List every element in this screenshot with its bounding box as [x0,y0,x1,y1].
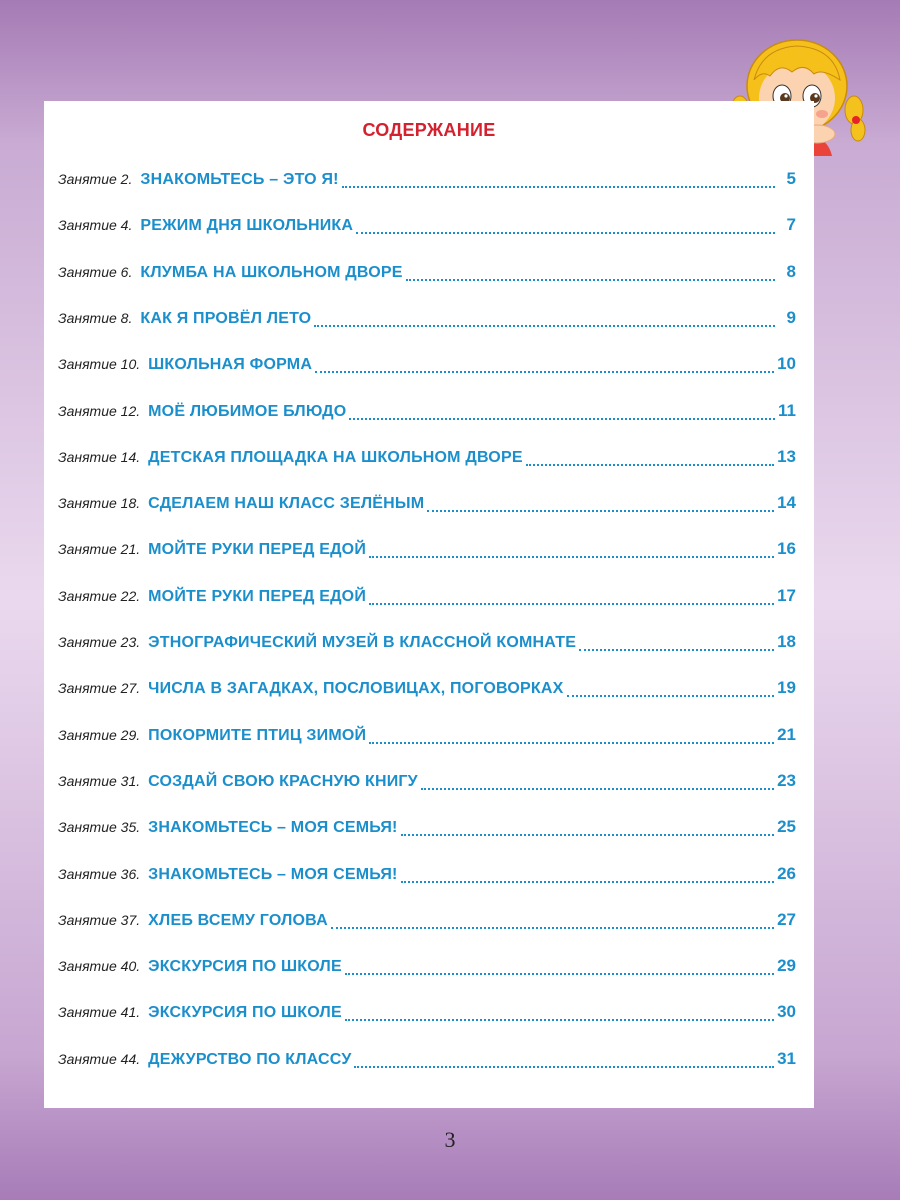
toc-entry[interactable] [58,493,796,519]
toc-entry[interactable] [58,354,796,380]
toc-entry-topic: МОЁ ЛЮБИМОЕ БЛЮДО [148,402,347,420]
toc-entry-topic: ШКОЛЬНАЯ ФОРМА [148,356,313,374]
toc-entry[interactable] [58,725,796,751]
toc-entry-lesson: Занятие 44. [58,1050,141,1067]
toc-entry[interactable] [58,539,796,565]
toc-entry-leader-dots [354,1066,774,1068]
toc-entry-topic: ЭТНОГРАФИЧЕСКИЙ МУЗЕЙ В КЛАССНОЙ КОМНАТЕ [148,634,577,651]
toc-entry-leader-dots [369,603,774,605]
toc-entry[interactable] [58,632,796,658]
toc-panel [44,101,814,1108]
toc-entry-topic: ЧИСЛА В ЗАГАДКАХ, ПОСЛОВИЦАХ, ПОГОВОРКАХ [148,680,564,698]
toc-entry-page: 9 [786,307,796,327]
toc-entry-page: 10 [777,354,796,374]
toc-entry-lesson: Занятие 8. [58,309,133,326]
toc-entry-leader-dots [314,325,775,327]
toc-entry[interactable] [58,169,796,195]
toc-entry-leader-dots [401,834,774,836]
toc-entry-page: 11 [778,400,796,420]
toc-entry-leader-dots [345,973,774,975]
toc-entry-page: 23 [777,770,796,790]
toc-entry-topic: ХЛЕБ ВСЕМУ ГОЛОВА [148,911,328,929]
toc-entry-lesson: Занятие 41. [58,1004,141,1021]
toc-entry[interactable] [58,308,796,334]
toc-entry-lesson: Занятие 6. [58,263,133,280]
page-number: 3 [444,1127,456,1152]
toc-entry-topic: ЗНАКОМЬТЕСЬ – МОЯ СЕМЬЯ! [148,819,398,837]
toc-entry[interactable] [58,447,796,473]
toc-entry-lesson: Занятие 27. [58,680,141,697]
toc-entry-page: 7 [786,215,796,235]
toc-entry-leader-dots [315,371,774,373]
toc-entry-leader-dots [342,186,775,188]
toc-entry-page: 29 [777,956,796,976]
toc-entry-page: 19 [777,678,796,698]
toc-entry[interactable] [58,1002,796,1028]
toc-entry[interactable] [58,817,796,843]
toc-entry-lesson: Занятие 4. [58,217,133,234]
toc-entry-page: 21 [777,724,796,744]
toc-entry-lesson: Занятие 10. [58,356,141,373]
toc-entry-leader-dots [369,742,774,744]
toc-entry-page: 31 [777,1048,796,1068]
toc-entry-leader-dots [567,695,775,697]
toc-entry-leader-dots [331,927,774,929]
toc-entry-topic: ДЕЖУРСТВО ПО КЛАССУ [148,1050,352,1068]
toc-entry-lesson: Занятие 21. [58,541,141,558]
toc-entry-topic: МОЙТЕ РУКИ ПЕРЕД ЕДОЙ [148,541,367,559]
toc-entry-page: 16 [777,539,796,559]
toc-title: СОДЕРЖАНИЕ [362,120,496,140]
toc-entry-topic: ЭКСКУРСИЯ ПО ШКОЛЕ [148,1004,342,1022]
toc-entry-page: 25 [777,817,796,837]
toc-entry[interactable] [58,215,796,241]
toc-entry-topic: ЗНАКОМЬТЕСЬ – МОЯ СЕМЬЯ! [148,865,398,883]
toc-entry-topic: СДЕЛАЕМ НАШ КЛАСС ЗЕЛЁНЫМ [148,495,425,513]
toc-entry-lesson: Занятие 18. [58,495,141,512]
toc-entry[interactable] [58,678,796,704]
toc-entry-leader-dots [406,279,775,281]
toc-entry-lesson: Занятие 36. [58,865,141,882]
toc-entry-page: 18 [777,632,796,651]
toc-entry-leader-dots [369,556,774,558]
toc-entry[interactable] [58,401,796,427]
toc-entry-topic: ДЕТСКАЯ ПЛОЩАДКА НА ШКОЛЬНОМ ДВОРЕ [148,448,523,466]
toc-entry-topic: РЕЖИМ ДНЯ ШКОЛЬНИКА [140,217,354,235]
toc-entry-lesson: Занятие 35. [58,819,141,836]
toc-entry[interactable] [58,262,796,288]
toc-entry[interactable] [58,910,796,936]
toc-entry-leader-dots [401,881,774,883]
toc-entry-lesson: Занятие 23. [58,634,141,650]
toc-entry-page: 17 [777,585,796,605]
toc-entry-lesson: Занятие 22. [58,587,141,604]
toc-entry-lesson: Занятие 12. [58,402,141,419]
toc-entry[interactable] [58,864,796,890]
toc-entry-topic: МОЙТЕ РУКИ ПЕРЕД ЕДОЙ [148,587,367,605]
toc-entry-leader-dots [579,649,774,651]
toc-entry-topic: ЭКСКУРСИЯ ПО ШКОЛЕ [148,958,342,976]
toc-entry-topic: ЗНАКОМЬТЕСЬ – ЭТО Я! [140,171,339,188]
toc-entry-leader-dots [345,1019,774,1021]
toc-entry-lesson: Занятие 14. [58,448,141,465]
toc-entry[interactable] [58,956,796,982]
toc-entry-topic: СОЗДАЙ СВОЮ КРАСНУЮ КНИГУ [148,772,418,790]
toc-entry-topic: КАК Я ПРОВЁЛ ЛЕТО [140,309,312,327]
toc-entry-lesson: Занятие 2. [58,171,133,187]
toc-entry-page: 5 [786,169,796,188]
toc-entry-page: 26 [777,863,796,883]
toc-entry-lesson: Занятие 40. [58,958,141,975]
toc-entry-lesson: Занятие 29. [58,726,141,743]
toc-entry-leader-dots [356,232,775,234]
toc-entry-lesson: Занятие 37. [58,911,141,928]
toc-entry-leader-dots [349,418,775,420]
toc-entry-lesson: Занятие 31. [58,772,141,789]
toc-entry-topic: КЛУМБА НА ШКОЛЬНОМ ДВОРЕ [140,263,403,281]
toc-entry-page: 8 [786,261,796,281]
toc-entry-page: 27 [777,909,796,929]
toc-entry-leader-dots [421,788,774,790]
toc-entry-leader-dots [427,510,774,512]
toc-entry[interactable] [58,1049,796,1075]
toc-entry[interactable] [58,771,796,797]
toc-entry-page: 30 [777,1002,796,1022]
toc-entry-page: 13 [777,446,796,466]
toc-entry-page: 14 [777,493,796,513]
toc-entry[interactable] [58,586,796,612]
toc-entry-leader-dots [526,464,774,466]
toc-entry-topic: ПОКОРМИТЕ ПТИЦ ЗИМОЙ [148,726,367,744]
